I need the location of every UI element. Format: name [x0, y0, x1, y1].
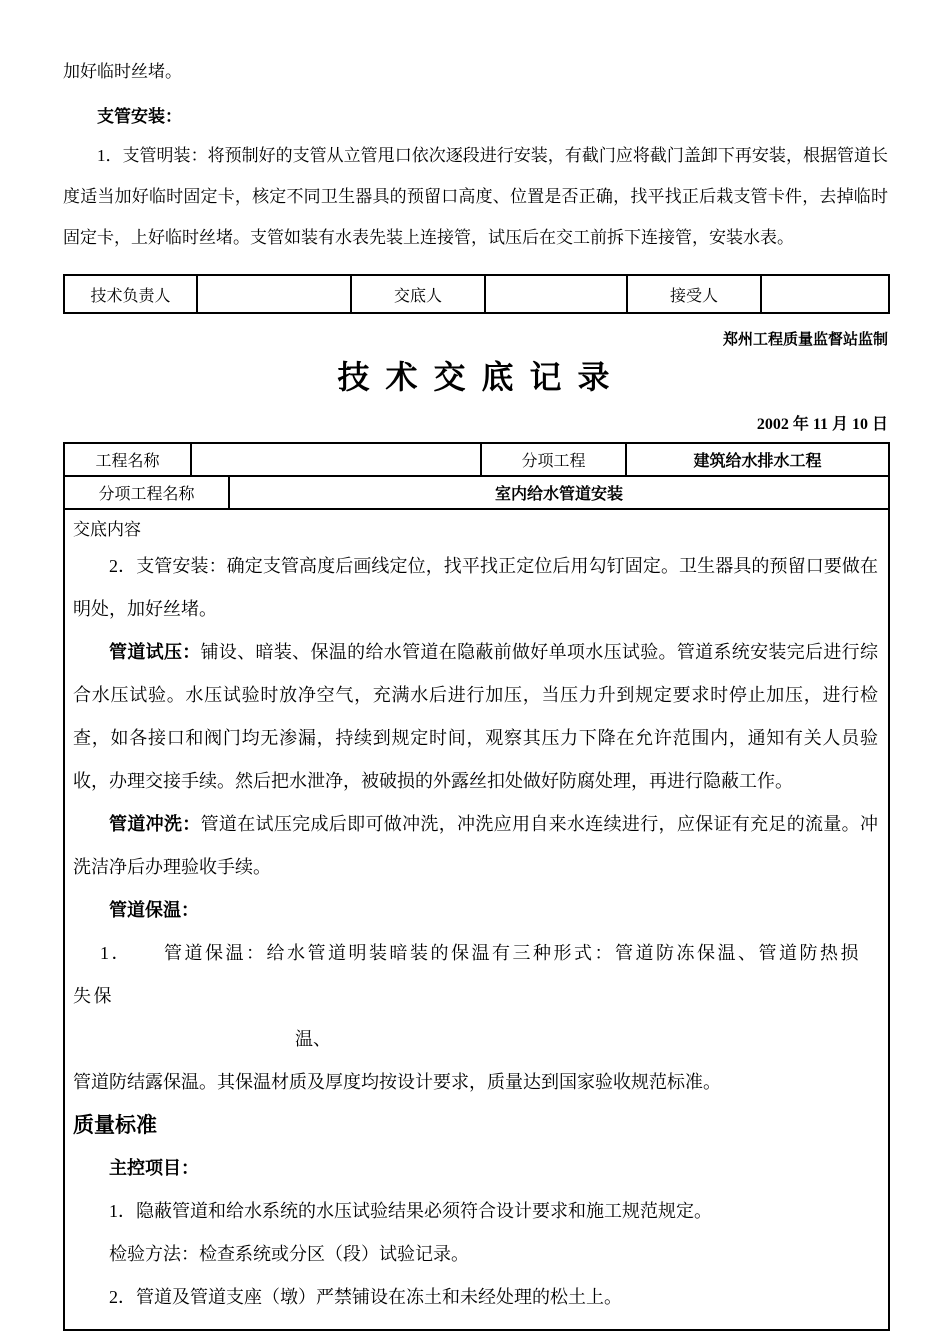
subproject-name-label: 分项工程名称	[64, 476, 229, 509]
branch-install-heading: 支管安装：	[97, 107, 182, 126]
document-title: 技 术 交 底 记 录	[337, 359, 614, 395]
signature-row	[64, 275, 889, 313]
pipe-flushing-lead: 管道冲洗：	[109, 814, 201, 834]
subproject-label: 分项工程	[481, 443, 626, 476]
subproject-name-value: 室内给水管道安装	[229, 476, 889, 509]
insulation-heading: 管道保温：	[109, 900, 199, 920]
content-row	[64, 509, 889, 1330]
pipe-flushing-paragraph	[73, 803, 878, 889]
insulation-continuation: 管道防结露保温。其保温材质及厚度均按设计要求，质量达到国家验收规范标准。	[73, 1072, 721, 1092]
insulation-item-line2: 温、	[295, 1029, 331, 1049]
quality-standard-heading: 质量标准	[73, 1114, 157, 1137]
content-section-label: 交底内容	[73, 520, 141, 539]
insulation-item-line1: 1． 管道保温：给水管道明装暗装的保温有三种形式：管道防冻保温、管道防热损失保	[73, 943, 861, 1006]
receiver-label: 接受人	[627, 275, 761, 313]
supervisor-note: 郑州工程质量监督站监制	[722, 332, 888, 348]
subproject-value: 建筑给水排水工程	[626, 443, 889, 476]
main-control-heading: 主控项目：	[109, 1158, 199, 1178]
branch-install-paragraph: 1．支管明装：将预制好的支管从立管甩口依次逐段进行安装，有截门应将截门盖卸下再安装，根据管道长度适当加好临时固定卡，核定不同卫生器具的预留口高度、位置是否正确，找平找正后栽支管卡件，去掉临时固定卡，上好临时丝堵。支管如装有水表先装上连接管，试压后在交工前拆下连接管，安装水表。	[63, 146, 888, 247]
quality-item-1: 1．隐蔽管道和给水系统的水压试验结果必须符合设计要求和施工规范规定。	[109, 1201, 712, 1221]
quality-check-method: 检验方法：检查系统或分区（段）试验记录。	[109, 1244, 469, 1264]
project-name-label: 工程名称	[64, 443, 191, 476]
project-name-value-cell	[191, 443, 481, 476]
document-date: 2002 年 11 月 10 日	[756, 416, 888, 433]
tech-director-signature-cell	[197, 275, 351, 313]
receiver-signature-cell	[761, 275, 889, 313]
disclosure-content-cell	[64, 509, 889, 1330]
quality-item-2: 2．管道及管道支座（墩）严禁铺设在冻土和未经处理的松土上。	[109, 1287, 622, 1307]
pipe-flushing-text: 管道在试压完成后即可做冲洗，冲洗应用自来水连续进行，应保证有充足的流量。冲洗洁净后办理验收手续。	[73, 814, 879, 877]
discloser-signature-cell	[485, 275, 627, 313]
record-table	[63, 442, 890, 1331]
previous-paragraph-tail: 加好临时丝堵。	[63, 62, 182, 81]
discloser-label: 交底人	[351, 275, 485, 313]
pressure-test-text: 铺设、暗装、保温的给水管道在隐蔽前做好单项水压试验。管道系统安装完后进行综合水压试验。水压试验时放净空气，充满水后进行加压，当压力升到规定要求时停止加压，进行检查，如各接口和阀门均无渗漏，持续到规定时间，观察其压力下降在允许范围内，通知有关人员验收，办理交接手续。然后把水泄净，被破损的外露丝扣处做好防腐处理，再进行隐蔽工作。	[73, 642, 879, 791]
pressure-test-paragraph	[73, 631, 878, 803]
signature-table	[63, 274, 890, 314]
subproject-name-row	[64, 476, 889, 509]
project-row	[64, 443, 889, 476]
branch-install-paragraph-2: 2．支管安装：确定支管高度后画线定位，找平找正定位后用勾钉固定。卫生器具的预留口要做在明处，加好丝堵。	[73, 556, 878, 619]
tech-director-label: 技术负责人	[64, 275, 197, 313]
pressure-test-lead: 管道试压：	[109, 642, 201, 662]
